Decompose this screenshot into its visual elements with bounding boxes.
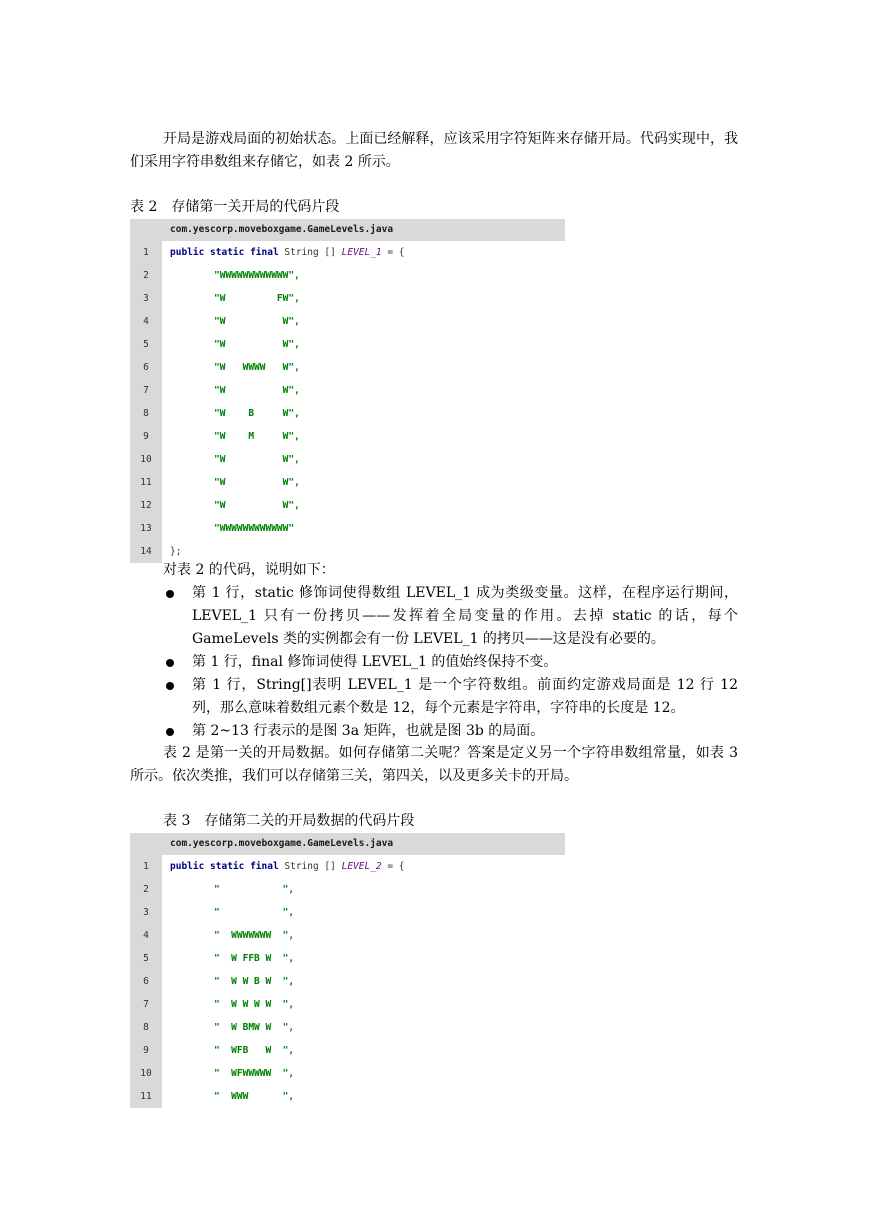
table3-filename: com.yescorp.moveboxgame.GameLevels.java: [130, 833, 565, 855]
line-number: 8: [130, 1016, 162, 1039]
code-line: [130, 310, 565, 333]
line-number: 4: [130, 924, 162, 947]
line-number: 5: [130, 947, 162, 970]
string-literal: "W W",: [214, 477, 300, 488]
string-literal: " W BMW W ",: [214, 1022, 295, 1033]
line-number: 11: [130, 471, 162, 494]
variable-name: LEVEL_2: [341, 861, 382, 872]
string-literal: "WWWWWWWWWWWW": [214, 523, 295, 534]
decl-tail: = {: [381, 247, 405, 258]
code-line: [130, 1039, 565, 1062]
line-number: 5: [130, 333, 162, 356]
keywords: public static final: [170, 247, 279, 258]
line-number: 6: [130, 356, 162, 379]
string-literal: "W W",: [214, 385, 300, 396]
code-line: [130, 947, 565, 970]
closing-brace: };: [170, 546, 182, 557]
code-line: [130, 333, 565, 356]
string-literal: "W FW",: [214, 293, 300, 304]
list-item: 第 1 行，final 修饰词使得 LEVEL_1 的值始终保持不变。: [130, 651, 738, 674]
code-line: [130, 425, 565, 448]
string-literal: "W W",: [214, 316, 300, 327]
code-line: [130, 993, 565, 1016]
line-number: 9: [130, 425, 162, 448]
code-line: [130, 379, 565, 402]
string-literal: " ",: [214, 884, 295, 895]
bullet-icon: [166, 590, 174, 598]
list-item: 第 2~13 行表示的是图 3a 矩阵，也就是图 3b 的局面。: [130, 720, 738, 743]
code-line: [130, 970, 565, 993]
keywords: public static final: [170, 861, 279, 872]
line-number: 13: [130, 517, 162, 540]
code-line: [130, 855, 565, 878]
table3-caption: 表 3 存储第二关的开局数据的代码片段: [163, 813, 415, 829]
explanation-list: [130, 582, 738, 743]
list-item: 第 1 行，static 修饰词使得数组 LEVEL_1 成为类级变量。这样，在程序运行期间，LEVEL_1 只有一份拷贝——发挥着全局变量的作用。去掉 static 的话，每个 GameLevels 类的实例都会有一份 LEVEL_1 的拷贝——这是没有必要的。: [130, 582, 738, 651]
string-literal: " WWW ",: [214, 1091, 295, 1102]
code-line: [130, 1062, 565, 1085]
line-number: 2: [130, 264, 162, 287]
line-number: 1: [130, 241, 162, 264]
explain-intro: 对表 2 的代码，说明如下：: [163, 562, 335, 578]
line-number: 3: [130, 287, 162, 310]
table3-code-block: [130, 833, 565, 1108]
line-number: 1: [130, 855, 162, 878]
string-literal: "W W",: [214, 454, 300, 465]
variable-name: LEVEL_1: [341, 247, 382, 258]
line-number: 10: [130, 1062, 162, 1085]
string-literal: "W W",: [214, 339, 300, 350]
line-number: 10: [130, 448, 162, 471]
bullet-icon: [166, 659, 174, 667]
intro-paragraph: 开局是游戏局面的初始状态。上面已经解释，应该采用字符矩阵来存储开局。代码实现中，我们采用字符串数组来存储它，如表 2 所示。: [130, 131, 738, 170]
code-line: [130, 448, 565, 471]
code-line: [130, 878, 565, 901]
string-literal: " WWWWWWW ",: [214, 930, 295, 941]
code-line: [130, 241, 565, 264]
line-number: 2: [130, 878, 162, 901]
code-line: [130, 517, 565, 540]
string-literal: " W W W W ",: [214, 999, 295, 1010]
string-literal: " W W B W ",: [214, 976, 295, 987]
code-line: [130, 494, 565, 517]
line-number: 4: [130, 310, 162, 333]
line-number: 8: [130, 402, 162, 425]
type: String []: [278, 861, 342, 872]
code-line: [130, 287, 565, 310]
code-line: [130, 924, 565, 947]
code-line: [130, 471, 565, 494]
line-number: 9: [130, 1039, 162, 1062]
code-line: [130, 1016, 565, 1039]
string-literal: " ",: [214, 907, 295, 918]
line-number: 3: [130, 901, 162, 924]
table2-filename: com.yescorp.moveboxgame.GameLevels.java: [130, 219, 565, 241]
table2-caption: 表 2 存储第一关开局的代码片段: [130, 199, 340, 215]
bullet-icon: [166, 682, 174, 690]
string-literal: " WFWWWWW ",: [214, 1068, 295, 1079]
string-literal: "W M W",: [214, 431, 300, 442]
code-line: [130, 402, 565, 425]
code-line: [130, 1085, 565, 1108]
paragraph-2: 表 2 是第一关的开局数据。如何存储第二关呢？答案是定义另一个字符串数组常量，如表 3 所示。依次类推，我们可以存储第三关，第四关，以及更多关卡的开局。: [130, 745, 738, 784]
table2-code-block: [130, 219, 565, 563]
line-number: 12: [130, 494, 162, 517]
code-line: [130, 356, 565, 379]
line-number: 7: [130, 993, 162, 1016]
type: String []: [278, 247, 342, 258]
line-number: 14: [130, 540, 162, 563]
string-literal: "WWWWWWWWWWWW",: [214, 270, 300, 281]
bullet-icon: [166, 728, 174, 736]
string-literal: " WFB W ",: [214, 1045, 295, 1056]
string-literal: "W W",: [214, 500, 300, 511]
string-literal: "W WWWW W",: [214, 362, 300, 373]
code-line: [130, 264, 565, 287]
code-line: [130, 901, 565, 924]
decl-tail: = {: [381, 861, 405, 872]
line-number: 7: [130, 379, 162, 402]
list-item: 第 1 行，String[]表明 LEVEL_1 是一个字符数组。前面约定游戏局面是 12 行 12 列，那么意味着数组元素个数是 12，每个元素是字符串，字符串的长度是 12。: [130, 674, 738, 720]
string-literal: " W FFB W ",: [214, 953, 295, 964]
string-literal: "W B W",: [214, 408, 300, 419]
line-number: 6: [130, 970, 162, 993]
line-number: 11: [130, 1085, 162, 1108]
